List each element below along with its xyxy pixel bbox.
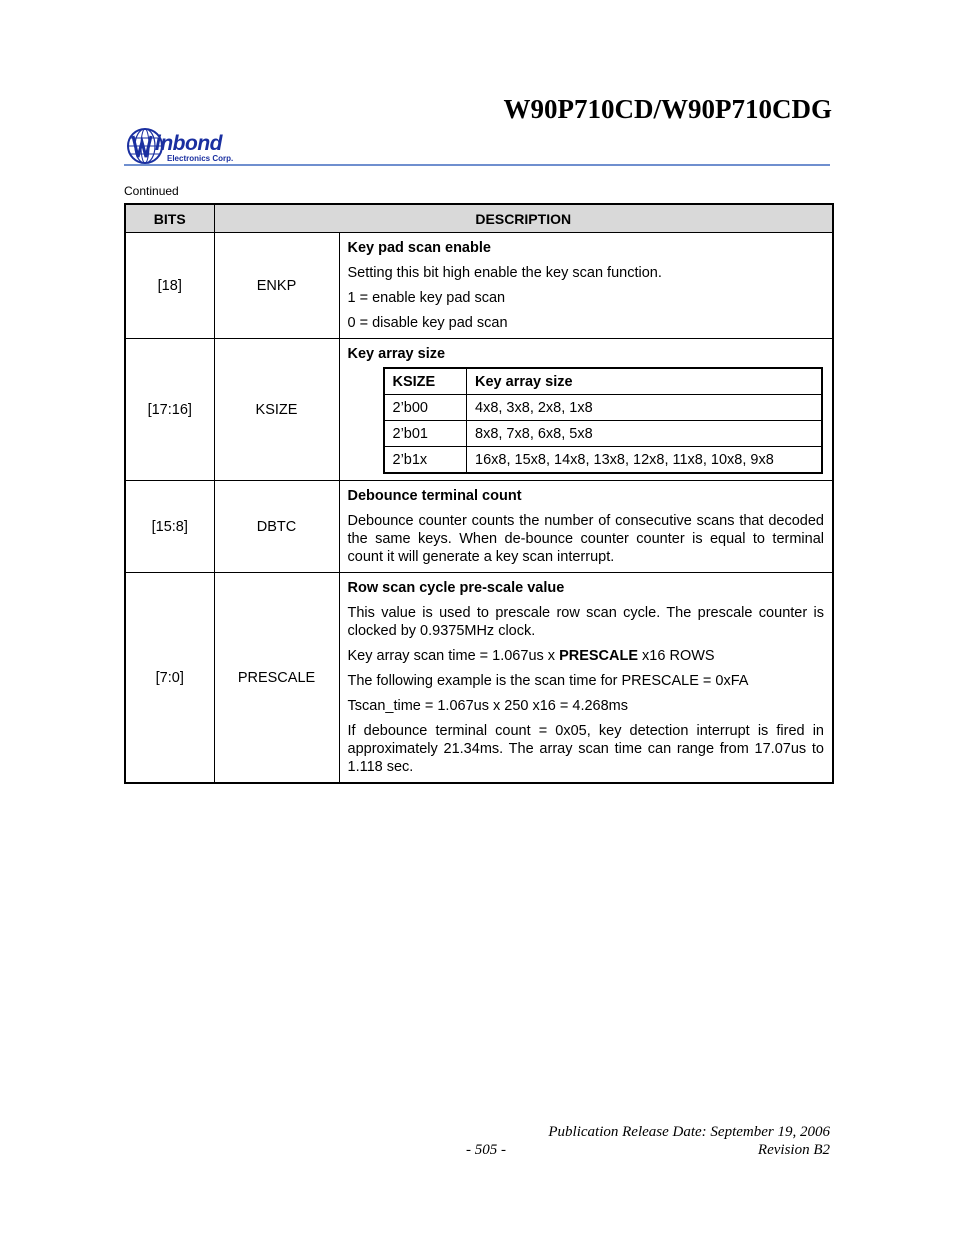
table-row (125, 481, 833, 573)
ksize-subtable (383, 367, 823, 474)
description-line: Tscan_time = 1.067us x 250 x16 = 4.268ms (347, 698, 629, 714)
description-cell (339, 233, 833, 339)
formula-bold-term: PRESCALE (559, 648, 639, 664)
description-column-header: DESCRIPTION (214, 204, 833, 233)
bits-cell: [17:16] (125, 339, 214, 481)
subtable-header-cell: KSIZE (384, 368, 467, 395)
description-cell (339, 339, 833, 481)
field-name-cell: ENKP (214, 233, 339, 339)
bits-cell: [15:8] (125, 481, 214, 573)
table-row (125, 573, 833, 784)
subtable-header-cell: Key array size (467, 368, 822, 395)
field-title: Row scan cycle pre-scale value (347, 580, 565, 596)
subtable-cell: 16x8, 15x8, 14x8, 13x8, 12x8, 11x8, 10x8, 9x8 (467, 447, 822, 474)
subtable-cell: 2’b00 (384, 395, 467, 421)
description-cell (339, 481, 833, 573)
header-rule (124, 164, 830, 166)
register-bits-table (124, 203, 834, 784)
description-line: 1 = enable key pad scan (347, 290, 506, 306)
continued-label: Continued (124, 184, 179, 198)
bits-column-header: BITS (125, 204, 214, 233)
subtable-header-row (384, 368, 822, 395)
table-row (125, 233, 833, 339)
subtable-cell: 8x8, 7x8, 6x8, 5x8 (467, 421, 822, 447)
formula-text: x16 ROWS (638, 648, 715, 664)
table-row (125, 339, 833, 481)
subtable-cell: 4x8, 3x8, 2x8, 1x8 (467, 395, 822, 421)
field-title: Key array size (347, 346, 446, 362)
field-title: Debounce terminal count (347, 488, 522, 504)
description-line: The following example is the scan time for PRESCALE = 0xFA (347, 673, 749, 689)
page-number: - 505 - (466, 1142, 506, 1158)
description-line: Setting this bit high enable the key scan function. (347, 265, 662, 281)
revision-label: Revision B2 (757, 1142, 830, 1158)
field-name-cell: DBTC (214, 481, 339, 573)
subtable-row (384, 447, 822, 474)
field-title: Key pad scan enable (347, 240, 491, 256)
field-name-cell: PRESCALE (214, 573, 339, 784)
formula-text: Key array scan time = 1.067us x (347, 648, 560, 664)
description-line: 0 = disable key pad scan (347, 315, 508, 331)
field-name-cell: KSIZE (214, 339, 339, 481)
document-title: W90P710CD/W90P710CDG (503, 94, 832, 124)
bits-cell: [7:0] (125, 573, 214, 784)
description-paragraph: Debounce counter counts the number of consecutive scans that decoded the same keys. When de-bounce counter counter is equal to terminal count it will generate a key scan interrupt. (347, 513, 824, 565)
logo-wordmark: inbond (155, 132, 222, 155)
subtable-cell: 2’b1x (384, 447, 467, 474)
table-header-row (125, 204, 833, 233)
publication-release-date: Publication Release Date: September 19, 2006 (548, 1124, 830, 1140)
subtable-row (384, 421, 822, 447)
description-paragraph: If debounce terminal count = 0x05, key detection interrupt is fired in approximately 21.34ms. The array scan time can range from 17.07us to 1.118 sec. (347, 723, 824, 775)
subtable-cell: 2’b01 (384, 421, 467, 447)
description-cell (339, 573, 833, 784)
subtable-row (384, 395, 822, 421)
description-paragraph: This value is used to prescale row scan cycle. The prescale counter is clocked by 0.9375MHz clock. (347, 605, 824, 639)
winbond-logo (127, 126, 257, 166)
bits-cell: [18] (125, 233, 214, 339)
logo-subtitle: Electronics Corp. (167, 154, 234, 163)
description-line (348, 647, 825, 665)
